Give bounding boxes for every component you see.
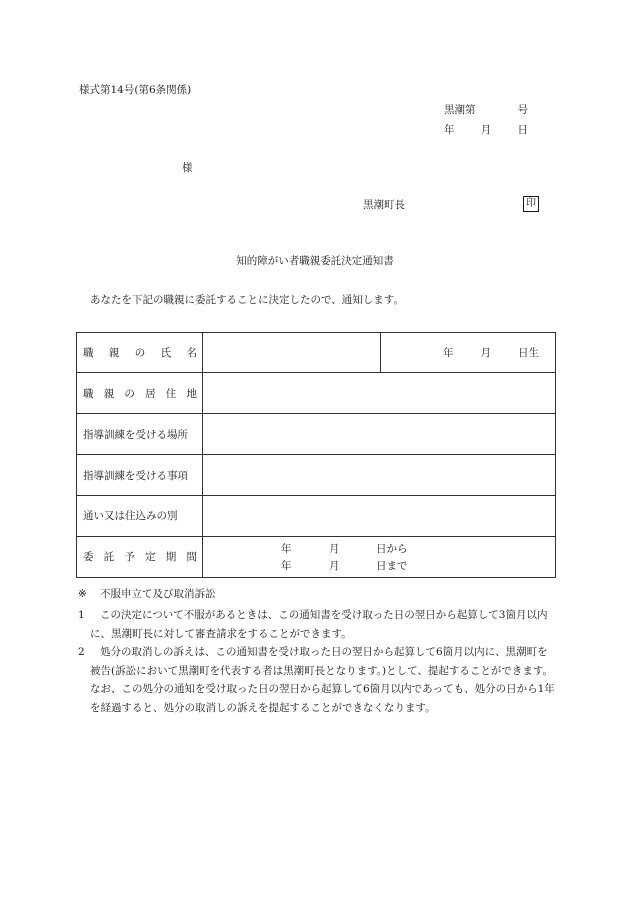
period-to: 年 月 日まで bbox=[281, 559, 408, 572]
issuer-name: 黒潮町長 bbox=[363, 199, 405, 211]
seal-mark: 印 bbox=[523, 196, 539, 212]
date-day: 日 bbox=[517, 124, 528, 136]
table-row bbox=[77, 373, 556, 414]
birth-month: 月 bbox=[480, 347, 491, 360]
note-number: 1 bbox=[78, 609, 85, 621]
table-row bbox=[77, 495, 556, 536]
birth-day: 日生 bbox=[518, 347, 539, 360]
reference-mark: ※ bbox=[78, 588, 87, 600]
note-text: 処分の取消しの訴えは、この通知書を受け取った日の翌日から起算して6箇月以内に、黒潮町を被告(訴訟において黒潮町を代表する者は黒潮町長となります。)として、提起することができます。なお、この処分の通知を受け取った日の翌日から起算して6箇月以内であっても、処分の日から1年を経過すると、処分の取消しの訴えを提起することができなくなります。 bbox=[90, 646, 555, 714]
date-month: 月 bbox=[480, 124, 492, 136]
table-row bbox=[77, 414, 556, 455]
document-number bbox=[444, 105, 528, 116]
document-title: 知的障がい者職親委託決定通知書 bbox=[236, 255, 394, 267]
row-label-training-place: 指導訓練を受ける場所 bbox=[77, 414, 203, 455]
table-row bbox=[77, 333, 556, 373]
table-row bbox=[77, 455, 556, 495]
row-label-commute-or-live-in: 通い又は住込みの別 bbox=[77, 495, 203, 536]
note-item bbox=[78, 606, 558, 643]
note-number: 2 bbox=[78, 646, 85, 659]
notes-list bbox=[78, 606, 558, 718]
guardian-name-field bbox=[203, 333, 381, 373]
document-number-prefix: 黒潮第 bbox=[444, 104, 476, 116]
table-row bbox=[77, 536, 556, 577]
row-label-training-matters: 指導訓練を受ける事項 bbox=[77, 455, 203, 495]
guardian-address-field bbox=[203, 373, 556, 414]
form-number: 様式第14号(第6条関係) bbox=[79, 84, 192, 96]
addressee-honorific: 様 bbox=[182, 162, 193, 174]
commute-or-live-in-field bbox=[203, 495, 556, 536]
period-from: 年 月 日から bbox=[281, 542, 408, 555]
training-place-field bbox=[203, 414, 556, 455]
birth-date-field bbox=[381, 333, 556, 373]
lead-text: あなたを下記の職親に委託することに決定したので、通知します。 bbox=[90, 294, 404, 306]
notes-heading bbox=[78, 589, 216, 600]
row-label-commission-period: 委 託 予 定 期 間 bbox=[77, 536, 203, 577]
row-label-guardian-name: 職 親 の 氏 名 bbox=[77, 333, 203, 373]
document-date bbox=[444, 125, 528, 136]
note-text: この決定について不服があるときは、この通知書を受け取った日の翌日から起算して3箇月以内に、黒潮町長に対して審査請求をすることができます。 bbox=[90, 609, 548, 640]
commission-period-field bbox=[203, 536, 556, 577]
row-label-guardian-address: 職 親 の 居 住 地 bbox=[77, 373, 203, 414]
training-matters-field bbox=[203, 455, 556, 495]
document-number-suffix: 号 bbox=[517, 104, 528, 116]
date-year: 年 bbox=[444, 124, 455, 136]
birth-year: 年 bbox=[443, 347, 454, 360]
details-table bbox=[76, 332, 556, 578]
notes-heading-text: 不服申立て及び取消訴訟 bbox=[100, 588, 216, 600]
note-item bbox=[78, 643, 558, 717]
